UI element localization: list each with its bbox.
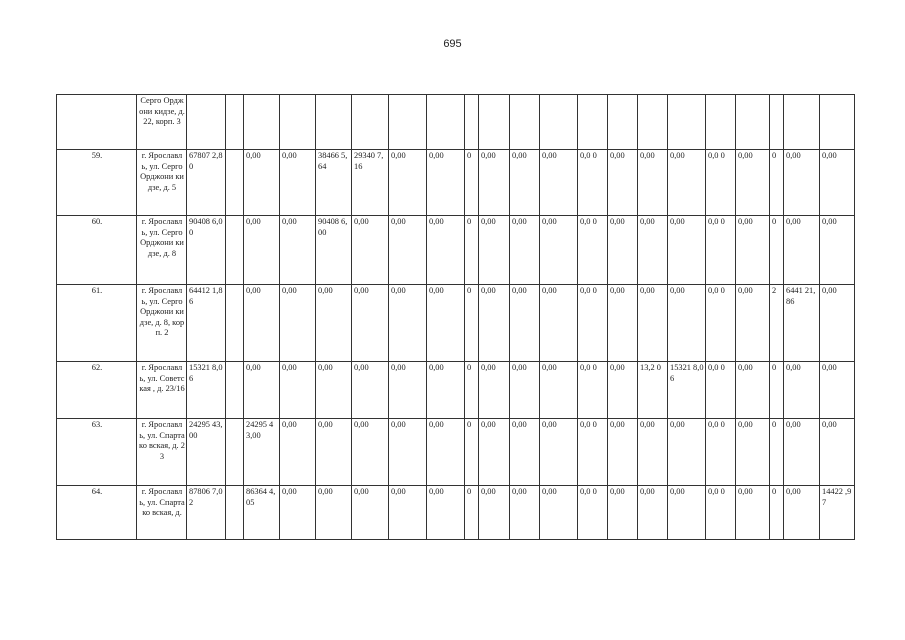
table-row (57, 486, 855, 540)
address-cell: г. Ярославл ь, ул. Советская , д. 23/16 (137, 362, 187, 419)
table-cell: 0,00 (736, 216, 770, 285)
table-cell: 0,00 (244, 285, 280, 362)
table-cell: 0,00 (479, 486, 510, 540)
table-cell (736, 95, 770, 150)
table-cell: 0,0 0 (578, 216, 608, 285)
table-cell: 67807 2,80 (187, 150, 226, 216)
table-cell: 0,00 (638, 216, 668, 285)
table-cell: 15321 8,06 (187, 362, 226, 419)
table-cell: 0,00 (820, 285, 855, 362)
table-cell: 0,00 (784, 419, 820, 486)
table-row (57, 95, 855, 150)
table-cell: 0,00 (427, 362, 465, 419)
table-cell: 0,00 (280, 362, 316, 419)
row-number-cell (57, 95, 137, 150)
table-cell: 0,00 (540, 362, 578, 419)
table-cell: 0,00 (608, 419, 638, 486)
table-cell (578, 95, 608, 150)
table-cell: 0 (465, 486, 479, 540)
table-cell: 0,00 (668, 216, 706, 285)
table-cell: 0,00 (668, 419, 706, 486)
page-number: 695 (443, 38, 462, 50)
table-cell: 0,00 (427, 486, 465, 540)
table-cell: 0,00 (784, 150, 820, 216)
table-cell: 0,0 0 (578, 486, 608, 540)
table-cell (479, 95, 510, 150)
row-number-cell: 60. (57, 216, 137, 285)
table-cell: 0,00 (316, 285, 352, 362)
row-number-cell: 62. (57, 362, 137, 419)
table-cell (638, 95, 668, 150)
table-cell: 0,00 (280, 216, 316, 285)
table-cell (668, 95, 706, 150)
table-cell: 0,00 (479, 419, 510, 486)
table-cell: 0,00 (668, 486, 706, 540)
table-row (57, 362, 855, 419)
table-cell: 0,0 0 (706, 150, 736, 216)
table-cell: 0,00 (479, 216, 510, 285)
table-cell: 0,0 0 (706, 216, 736, 285)
table-cell: 0,00 (784, 486, 820, 540)
table-cell: 0,00 (736, 362, 770, 419)
table-cell: 24295 43,00 (187, 419, 226, 486)
table-cell: 0,00 (608, 216, 638, 285)
table-cell: 0,00 (389, 419, 427, 486)
table-cell: 6441 21,86 (784, 285, 820, 362)
table-cell (770, 95, 784, 150)
table-cell: 0,00 (510, 285, 540, 362)
table-cell: 0,00 (736, 419, 770, 486)
table-cell: 0,00 (540, 216, 578, 285)
table-cell: 0,00 (784, 216, 820, 285)
table-row (57, 285, 855, 362)
table-cell: 0,00 (540, 419, 578, 486)
table-cell: 0,00 (316, 486, 352, 540)
table-cell: 0,0 0 (706, 419, 736, 486)
table-cell: 0,00 (510, 419, 540, 486)
table-cell: 0,00 (427, 419, 465, 486)
table-cell (706, 95, 736, 150)
row-number-cell: 63. (57, 419, 137, 486)
table-cell: 0,00 (736, 486, 770, 540)
table-cell: 0,00 (427, 150, 465, 216)
table-cell (226, 95, 244, 150)
table-cell: 0 (770, 486, 784, 540)
table-cell: 0,0 0 (578, 362, 608, 419)
table-cell: 0,00 (389, 216, 427, 285)
table-cell: 87806 7,02 (187, 486, 226, 540)
table-cell: 0,00 (820, 362, 855, 419)
table-cell: 0,00 (510, 216, 540, 285)
table-cell: 0,00 (479, 362, 510, 419)
table-cell: 0,00 (736, 285, 770, 362)
table-cell: 0 (465, 150, 479, 216)
table-cell (226, 486, 244, 540)
table-body (57, 95, 855, 540)
table-cell: 0,0 0 (706, 285, 736, 362)
table-cell: 0,00 (280, 150, 316, 216)
table-cell: 0,00 (668, 150, 706, 216)
table-cell: 0,00 (427, 216, 465, 285)
table-cell: 0,00 (540, 285, 578, 362)
table-cell: 0 (770, 150, 784, 216)
table-cell: 90408 6,00 (316, 216, 352, 285)
table-cell: 0,00 (638, 285, 668, 362)
table-cell: 0,00 (316, 362, 352, 419)
table-cell: 0 (465, 419, 479, 486)
table-cell (427, 95, 465, 150)
table-cell: 0,00 (352, 285, 389, 362)
table-cell: 0,00 (638, 419, 668, 486)
table-cell (465, 95, 479, 150)
table-cell: 0 (770, 362, 784, 419)
table-cell: 0,00 (784, 362, 820, 419)
table-cell: 38466 5,64 (316, 150, 352, 216)
table-cell: 0,00 (608, 150, 638, 216)
table-cell: 0,00 (638, 486, 668, 540)
row-number-cell: 59. (57, 150, 137, 216)
table-cell: 0,00 (244, 362, 280, 419)
row-number-cell: 61. (57, 285, 137, 362)
table-cell: 0,00 (244, 216, 280, 285)
table-cell: 0,00 (820, 150, 855, 216)
table-cell: 13,2 0 (638, 362, 668, 419)
table-cell: 0,00 (820, 419, 855, 486)
address-cell: г. Ярославл ь, ул. Серго Орджони кидзе, д. 8, корп. 2 (137, 285, 187, 362)
table-cell (820, 95, 855, 150)
table-cell: 0,00 (280, 486, 316, 540)
table-cell (784, 95, 820, 150)
table-cell (280, 95, 316, 150)
table-cell: 0,00 (316, 419, 352, 486)
table-cell (226, 285, 244, 362)
table-cell: 0,0 0 (578, 150, 608, 216)
table-cell (226, 362, 244, 419)
table-cell (540, 95, 578, 150)
table-cell: 0,00 (510, 362, 540, 419)
table-row (57, 216, 855, 285)
table-cell: 0,0 0 (578, 419, 608, 486)
table-cell (226, 150, 244, 216)
table-cell: 0,00 (280, 285, 316, 362)
table-cell: 64412 1,86 (187, 285, 226, 362)
table-cell: 0,00 (540, 150, 578, 216)
table-row (57, 419, 855, 486)
table-cell: 29340 7,16 (352, 150, 389, 216)
table-cell: 0,00 (389, 362, 427, 419)
table-cell: 0,00 (736, 150, 770, 216)
table-cell: 0,00 (389, 150, 427, 216)
table-cell (352, 95, 389, 150)
address-cell: г. Ярославл ь, ул. Спартако вская, д. (137, 486, 187, 540)
address-cell: Серго Орджони кидзе, д. 22, корп. 3 (137, 95, 187, 150)
table-cell: 0,00 (352, 419, 389, 486)
table-cell: 0,00 (820, 216, 855, 285)
table-cell: 0 (465, 216, 479, 285)
address-cell: г. Ярославл ь, ул. Спартако вская, д. 23 (137, 419, 187, 486)
address-cell: г. Ярославл ь, ул. Серго Орджони кидзе, д. 5 (137, 150, 187, 216)
table-cell: 0,00 (479, 285, 510, 362)
table-cell: 0,00 (352, 216, 389, 285)
table-cell (608, 95, 638, 150)
table-cell: 0,00 (638, 150, 668, 216)
table-cell: 0,00 (244, 150, 280, 216)
table-cell: 0,00 (427, 285, 465, 362)
table-cell: 0,00 (608, 486, 638, 540)
table-cell: 14422 ,97 (820, 486, 855, 540)
table-cell: 0 (770, 419, 784, 486)
table-cell: 15321 8,06 (668, 362, 706, 419)
table-cell: 0,00 (352, 486, 389, 540)
table-cell: 0,00 (352, 362, 389, 419)
table-cell (389, 95, 427, 150)
table-cell: 0 (465, 285, 479, 362)
table-cell (510, 95, 540, 150)
table-cell: 24295 43,00 (244, 419, 280, 486)
table-cell (226, 419, 244, 486)
table-cell: 0,00 (389, 285, 427, 362)
table-cell: 0,0 0 (578, 285, 608, 362)
address-cell: г. Ярославл ь, ул. Серго Орджони кидзе, д. 8 (137, 216, 187, 285)
table-cell: 0 (770, 216, 784, 285)
table-cell: 0 (465, 362, 479, 419)
table-cell: 0,00 (389, 486, 427, 540)
table-cell: 0,00 (280, 419, 316, 486)
table-cell (316, 95, 352, 150)
table-cell: 86364 4,05 (244, 486, 280, 540)
table-cell: 0,00 (668, 285, 706, 362)
table-cell (187, 95, 226, 150)
table-cell: 0,00 (608, 285, 638, 362)
table-cell: 0,0 0 (706, 362, 736, 419)
table-cell: 90408 6,00 (187, 216, 226, 285)
table-cell: 2 (770, 285, 784, 362)
table-cell: 0,00 (608, 362, 638, 419)
table-cell (226, 216, 244, 285)
table-cell: 0,00 (540, 486, 578, 540)
table-cell: 0,00 (479, 150, 510, 216)
table-cell: 0,00 (510, 150, 540, 216)
table-cell: 0,0 0 (706, 486, 736, 540)
table-row (57, 150, 855, 216)
table-cell: 0,00 (510, 486, 540, 540)
data-table (56, 94, 855, 540)
row-number-cell: 64. (57, 486, 137, 540)
table-cell (244, 95, 280, 150)
